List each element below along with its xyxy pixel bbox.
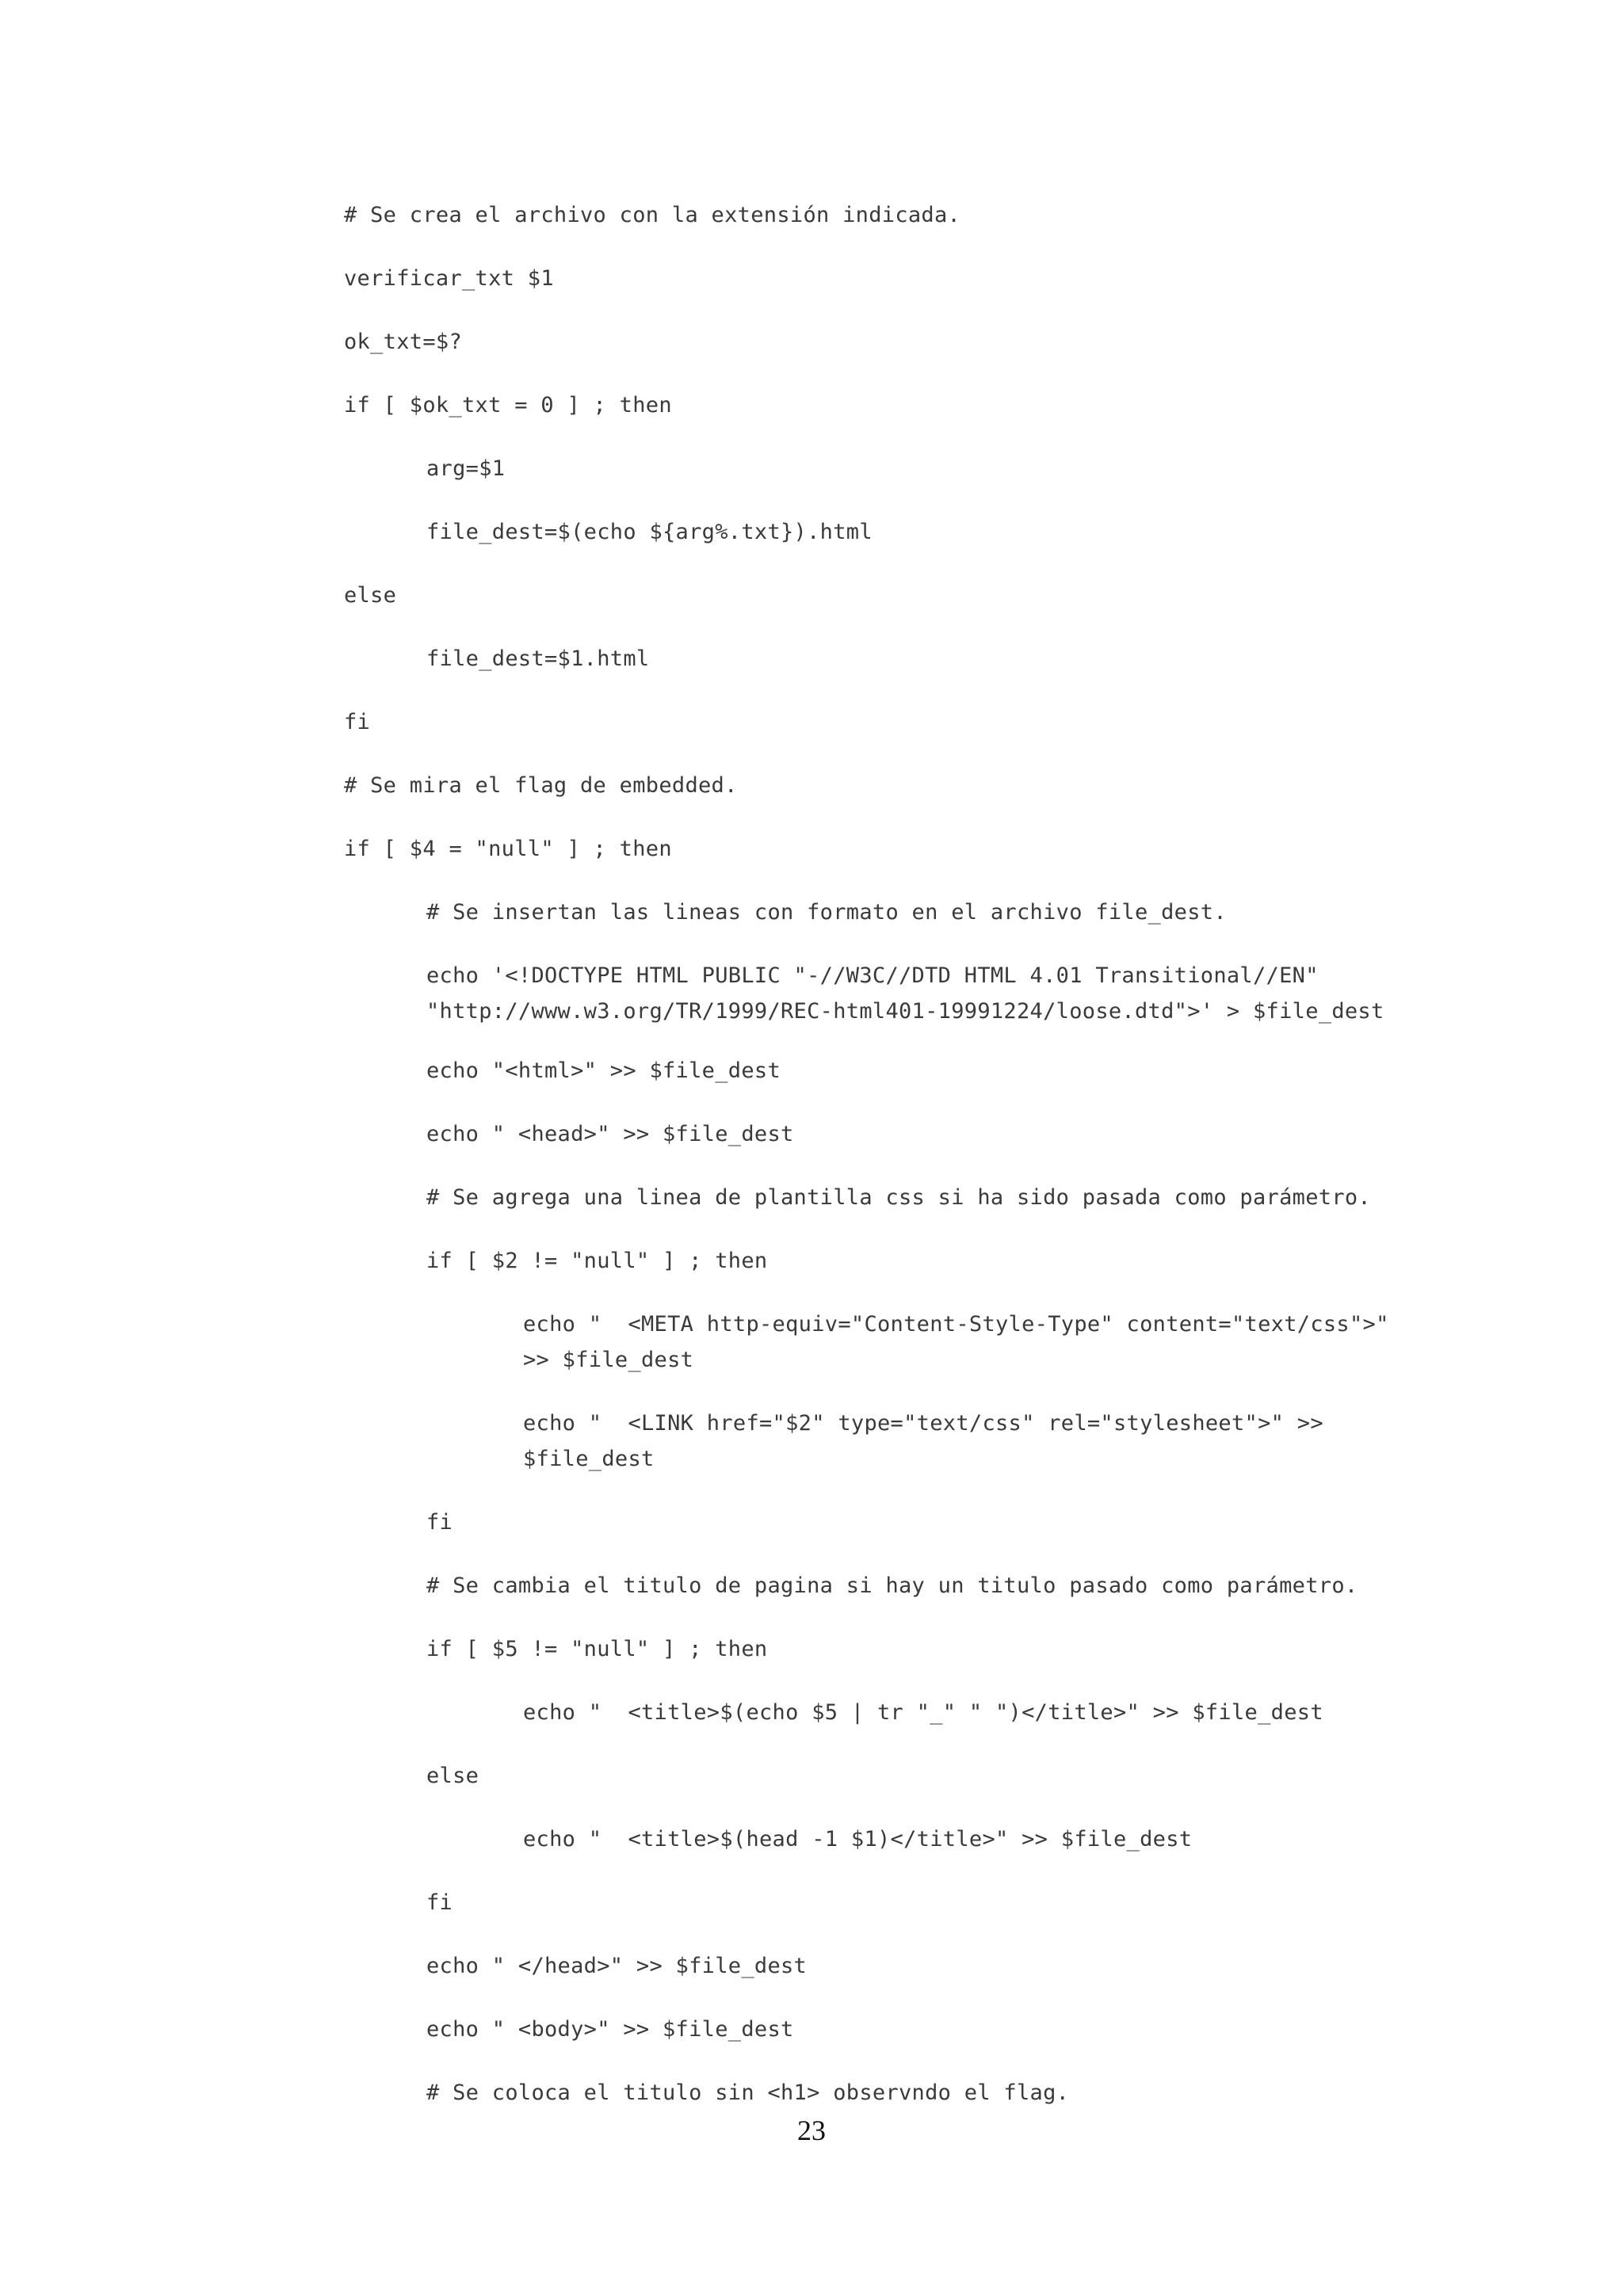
code-line: echo " <title>$(head -1 $1)</title>" >> $file_dest <box>523 1827 1193 1852</box>
code-line: echo " <META http-equiv="Content-Style-Type" content="text/css">" <box>523 1312 1389 1337</box>
code-line: echo " <title>$(echo $5 | tr "_" " ")</title>" >> $file_dest <box>523 1700 1323 1725</box>
code-line: if [ $2 != "null" ] ; then <box>426 1249 768 1273</box>
code-line: # Se agrega una linea de plantilla css si ha sido pasada como parámetro. <box>426 1185 1371 1210</box>
code-line: if [ $5 != "null" ] ; then <box>426 1637 768 1661</box>
code-line: >> $file_dest <box>523 1348 694 1372</box>
code-line: # Se crea el archivo con la extensión indicada. <box>344 203 961 227</box>
code-line: else <box>426 1764 479 1788</box>
code-line: echo " </head>" >> $file_dest <box>426 1954 808 1978</box>
code-line: echo " <LINK href="$2" type="text/css" rel="stylesheet">" >> <box>523 1411 1323 1436</box>
code-line: fi <box>426 1510 453 1535</box>
code-line: ok_txt=$? <box>344 330 462 354</box>
code-line: if [ $4 = "null" ] ; then <box>344 837 672 861</box>
code-line: echo "<html>" >> $file_dest <box>426 1058 781 1083</box>
code-line: verificar_txt $1 <box>344 266 554 291</box>
code-line: fi <box>426 1890 453 1915</box>
code-line: # Se insertan las lineas con formato en el archivo file_dest. <box>426 900 1227 925</box>
code-line: fi <box>344 710 371 734</box>
code-line: # Se cambia el titulo de pagina si hay un titulo pasado como parámetro. <box>426 1573 1358 1598</box>
code-line: else <box>344 583 397 608</box>
code-line: if [ $ok_txt = 0 ] ; then <box>344 393 672 418</box>
code-line: file_dest=$(echo ${arg%.txt}).html <box>426 520 873 544</box>
code-line: $file_dest <box>523 1447 655 1471</box>
page-number: 23 <box>797 2115 826 2146</box>
code-line: "http://www.w3.org/TR/1999/REC-html401-19991224/loose.dtd">' > $file_dest <box>426 999 1384 1024</box>
code-line: arg=$1 <box>426 456 506 481</box>
code-line: echo " <body>" >> $file_dest <box>426 2017 794 2042</box>
code-line: # Se coloca el titulo sin <h1> observndo el flag. <box>426 2081 1070 2105</box>
code-line: file_dest=$1.html <box>426 646 650 671</box>
code-line: echo " <head>" >> $file_dest <box>426 1122 794 1146</box>
code-line: # Se mira el flag de embedded. <box>344 773 738 798</box>
code-line: echo '<!DOCTYPE HTML PUBLIC "-//W3C//DTD HTML 4.01 Transitional//EN" <box>426 963 1319 988</box>
